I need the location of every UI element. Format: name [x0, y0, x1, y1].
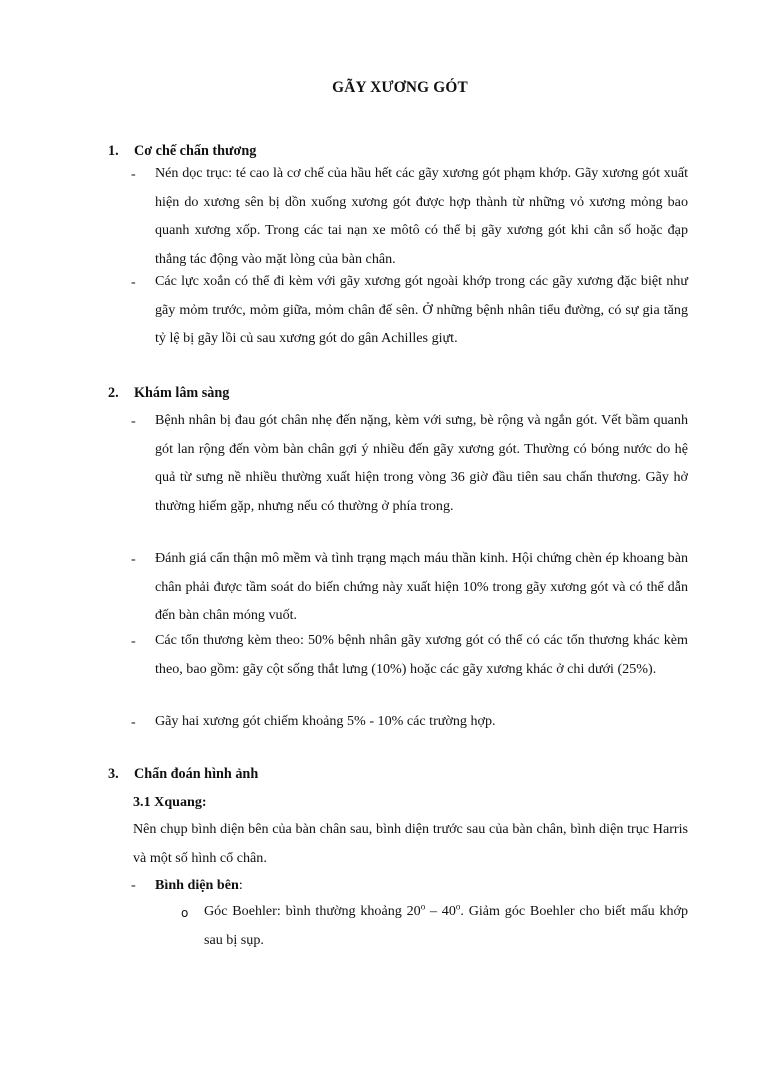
list-item: Đánh giá cẩn thận mô mềm và tình trạng mạch máu thần kinh. Hội chứng chèn ép khoang bàn chân phải được tầm soát do biến chứng này xuất hiện 10% trong gãy xương gót và có thể dẫn đến bàn chân móng vuốt.	[155, 550, 688, 624]
dash-bullet: -	[131, 714, 136, 730]
section-heading-2	[108, 385, 229, 402]
dash-bullet: -	[131, 551, 136, 567]
sub-list-item	[204, 897, 688, 954]
list-item: Các tổn thương kèm theo: 50% bệnh nhân gãy xương gót có thể có các tổn thương khác kèm theo, bao gồm: gãy cột sống thắt lưng (10%) hoặc các gãy xương khác ở chi dưới (25%).	[155, 632, 688, 677]
section-number: 2.	[108, 385, 119, 401]
subsection-heading: 3.1 Xquang:	[133, 794, 207, 810]
page-title: GÃY XƯƠNG GÓT	[332, 79, 468, 96]
bold-bullet-suffix: :	[238, 877, 243, 893]
section-number: 3.	[108, 766, 119, 782]
section-title: Khám lâm sàng	[134, 385, 230, 401]
degree-sup: o	[420, 901, 426, 912]
sub-bullet-text: – 40	[425, 903, 456, 919]
list-item: Nén dọc trục: té cao là cơ chế của hầu hết các gãy xương gót phạm khớp. Gãy xương gót xuất hiện do xương sên bị dồn xuống xương gót được hợp thành từ những vỏ xương mỏng bao quanh xương xốp. Trong các tai nạn xe môtô có thể bị gãy xương gót khi cẳn số hoặc đạp thắng tác động vào mặt lòng của bàn chân.	[155, 165, 688, 267]
section-title: Cơ chế chấn thương	[134, 143, 257, 159]
degree-sup: o	[455, 901, 461, 912]
dash-bullet: -	[131, 274, 136, 290]
paragraph: Nên chụp bình diện bên của bàn chân sau, bình diện trước sau của bàn chân, bình diện trục Harris và một số hình cổ chân.	[133, 821, 688, 866]
list-item: Các lực xoắn có thể đi kèm với gãy xương gót ngoài khớp trong các gãy xương đặc biệt như gãy mỏm trước, mỏm giữa, mỏm chân đế sên. Ở những bệnh nhân tiểu đường, có sự gia tăng tỷ lệ bị gãy lồi củ sau xương gót do gân Achilles giựt.	[155, 273, 688, 347]
section-heading-3	[108, 766, 258, 783]
list-item: Bệnh nhân bị đau gót chân nhẹ đến nặng, kèm với sưng, bè rộng và ngắn gót. Vết bầm quanh gót lan rộng đến vòm bàn chân gợi ý nhiều đến gãy xương gót. Thường có bóng nước do hệ quả từ sưng nề nhiều thường xuất hiện trong vòng 36 giờ đầu tiên sau chấn thương. Gãy hở thường hiếm gặp, nhưng nếu có thường ở phía trong.	[155, 412, 688, 514]
section-title: Chẩn đoán hình ảnh	[134, 766, 259, 782]
list-item: Gãy hai xương gót chiếm khoảng 5% - 10% các trường hợp.	[155, 713, 496, 729]
dash-bullet: -	[131, 877, 136, 893]
section-heading-1	[108, 143, 256, 160]
dash-bullet: -	[131, 166, 136, 182]
section-number: 1.	[108, 143, 119, 159]
dash-bullet: -	[131, 413, 136, 429]
bold-bullet-label	[155, 877, 243, 894]
circle-bullet: o	[181, 906, 189, 920]
dash-bullet: -	[131, 633, 136, 649]
bold-bullet-text: Bình diện bên	[155, 877, 239, 893]
sub-bullet-text: Góc Boehler: bình thường khoảng 20	[204, 903, 421, 919]
sub-bullet-text: . Giảm góc Boehler cho biết mấu khớp sau bị sụp.	[204, 903, 688, 948]
